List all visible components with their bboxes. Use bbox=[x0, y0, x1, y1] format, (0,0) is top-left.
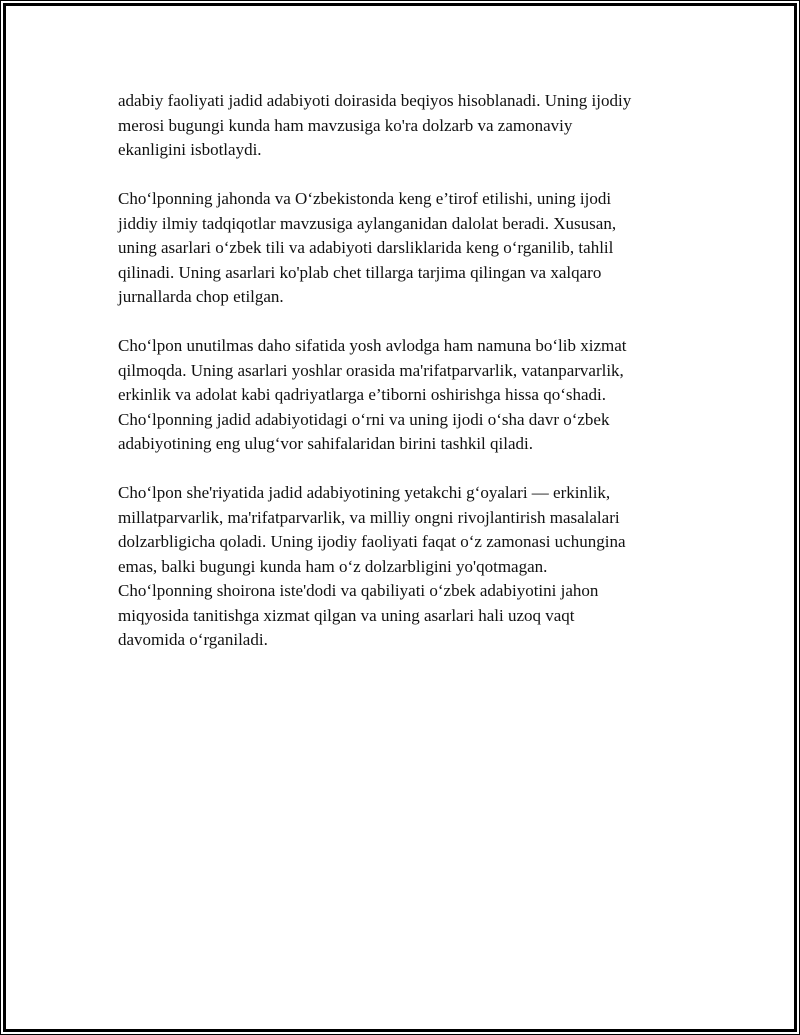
document-body bbox=[118, 89, 678, 677]
paragraph-3: Cho‘lpon unutilmas daho sifatida yosh avlodga ham namuna bo‘lib xizmat qilmoqda. Uning asarlari yoshlar orasida ma'rifatparvarlik, vatanparvarlik, erkinlik va adolat kabi qadriyatlarga e’tiborni oshirishga hissa qo‘shadi. Cho‘lponning jadid adabiyotidagi o‘rni va uning ijodi o‘sha davr o‘zbek adabiyotining eng ulug‘vor sahifalaridan birini tashkil qiladi. bbox=[118, 336, 627, 453]
paragraph-2: Cho‘lponning jahonda va O‘zbekistonda keng e’tirof etilishi, uning ijodi jiddiy ilmiy tadqiqotlar mavzusiga aylanganidan dalolat beradi. Xususan, uning asarlari o‘zbek tili va adabiyoti darsliklarida keng o‘rganilib, tahlil qilinadi. Uning asarlari ko'plab chet tillarga tarjima qilingan va xalqaro jurnallarda chop etilgan. bbox=[118, 189, 617, 306]
paragraph-1: adabiy faoliyati jadid adabiyoti doirasida beqiyos hisoblanadi. Uning ijodiy merosi bugungi kunda ham mavzusiga ko'ra dolzarb va zamonaviy ekanligini isbotlaydi. bbox=[118, 91, 632, 159]
paragraph-4: Cho‘lpon she'riyatida jadid adabiyotining yetakchi g‘oyalari — erkinlik, millatparvarlik, ma'rifatparvarlik, va milliy ongni rivojlantirish masalalari dolzarbligicha qoladi. Uning ijodiy faoliyati faqat o‘z zamonasi uchungina emas, balki bugungi kunda ham o‘z dolzarbligini yo'qotmagan. Cho‘lponning shoirona iste'dodi va qabiliyati o‘zbek adabiyotini jahon miqyosida tanitishga xizmat qilgan va uning asarlari hali uzoq vaqt davomida o‘rganiladi. bbox=[118, 483, 626, 649]
